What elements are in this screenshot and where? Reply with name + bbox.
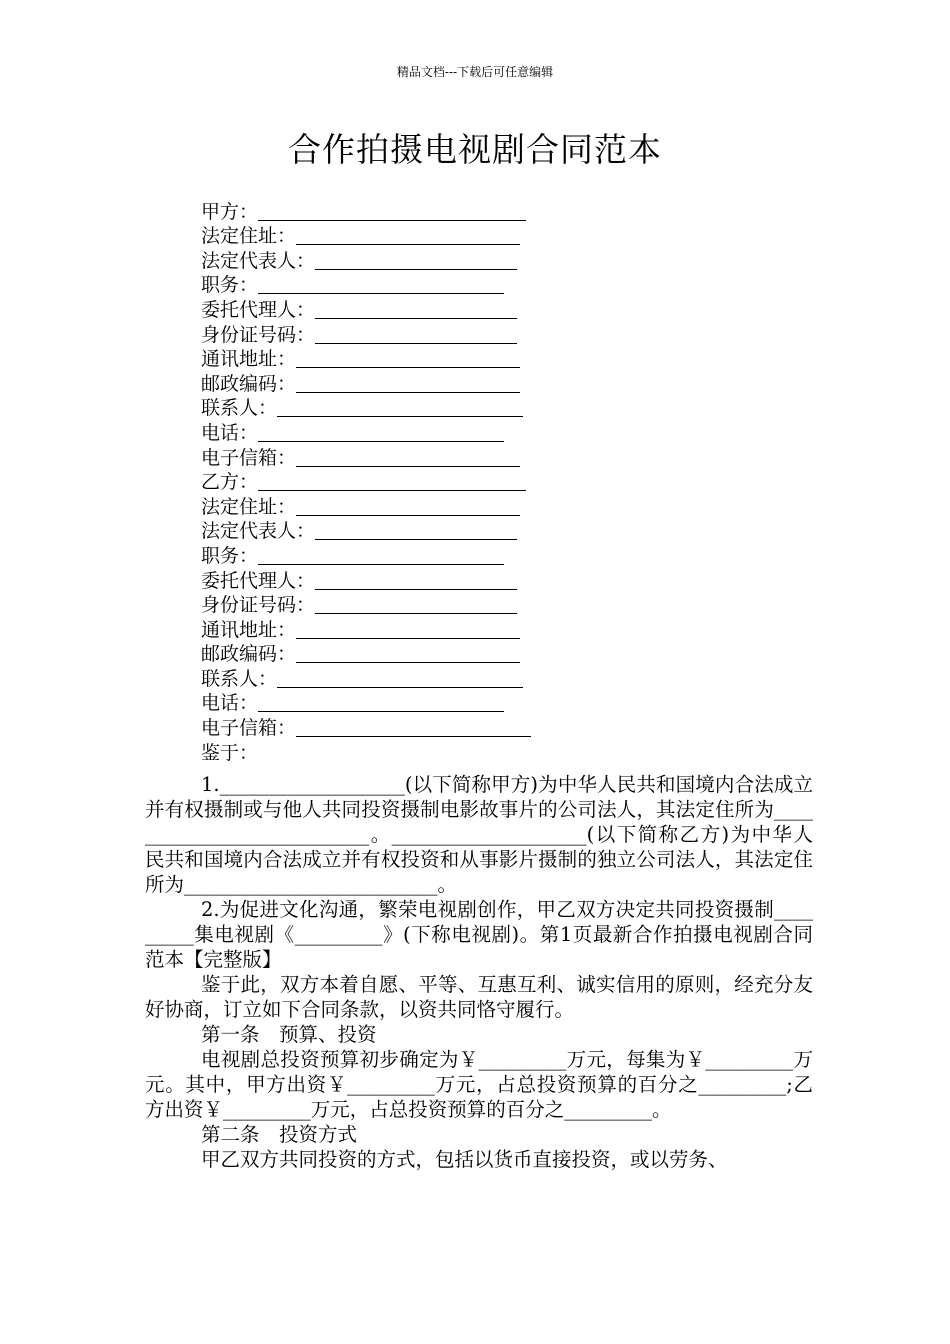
party-field-row [201,445,531,470]
agreement-intro-paragraph: 鉴于此，双方本着自愿、平等、互惠互利、诚实信用的原则，经充分友好协商，订立如下合同条款，以资共同恪守履行。 [145,973,813,1021]
party-field-blank-line[interactable] [315,326,517,344]
article-2-heading: 第二条 投资方式 [201,1123,358,1146]
party-field-label: 联系人： [201,667,278,690]
party-field-row [201,199,531,224]
party-field-row [201,396,531,421]
party-field-blank-line[interactable] [258,424,504,442]
party-field-row [201,322,531,347]
party-field-label: 邮政编码： [201,643,297,666]
party-field-blank-line[interactable] [315,522,517,540]
party-field-row [201,666,531,691]
article-1-paragraph: 电视剧总投资预算初步确定为￥_________万元，每集为￥_________万元。其中，甲方出资￥_________万元，占总投资预算的百分之_________;乙方出资￥_________万元，占总投资预算的百分之_________。 [145,1048,813,1121]
party-field-row [201,691,531,716]
party-field-blank-line[interactable] [296,227,520,245]
party-field-row [201,470,531,495]
party-field-label: 身份证号码： [201,323,316,346]
party-field-blank-line[interactable] [258,276,504,294]
party-field-label: 委托代理人： [201,298,316,321]
party-field-label: 鉴于： [201,741,259,764]
party-field-row [201,347,531,372]
party-field-label: 委托代理人： [201,569,316,592]
party-field-row [201,740,531,765]
party-field-label: 电话： [201,421,259,444]
party-field-blank-line[interactable] [296,645,520,663]
party-field-label: 电话： [201,692,259,715]
party-field-row [201,642,531,667]
party-field-blank-line[interactable] [296,621,520,639]
party-field-blank-line[interactable] [258,203,526,221]
party-field-row [201,617,531,642]
party-field-label: 身份证号码： [201,594,316,617]
party-field-row [201,297,531,322]
party-field-row [201,593,531,618]
party-field-blank-line[interactable] [296,498,520,516]
article-2-paragraph: 甲乙双方共同投资的方式，包括以货币直接投资，或以劳务、 [201,1148,728,1171]
party-field-label: 甲方： [201,200,259,223]
party-field-blank-line[interactable] [258,473,526,491]
party-field-row [201,420,531,445]
party-field-blank-line[interactable] [296,449,520,467]
party-field-blank-line[interactable] [258,547,504,565]
party-field-label: 职务： [201,274,259,297]
party-field-label: 法定代表人： [201,249,316,272]
party-info-fields [201,199,531,765]
contract-body [145,772,813,1172]
party-field-blank-line[interactable] [315,252,517,270]
party-field-row [201,371,531,396]
party-field-label: 乙方： [201,471,259,494]
party-field-label: 法定住址： [201,495,297,518]
party-field-row [201,715,531,740]
party-field-label: 法定住址： [201,225,297,248]
party-field-blank-line[interactable] [277,670,523,688]
article-1-heading: 第一条 预算、投资 [201,1023,377,1046]
party-field-label: 法定代表人： [201,520,316,543]
party-field-blank-line[interactable] [315,572,517,590]
party-field-row [201,568,531,593]
party-field-row [201,494,531,519]
page-header-watermark: 精品文档---下载后可任意编辑 [396,65,554,79]
recital-paragraph-2: 2.为促进文化沟通，繁荣电视剧创作，甲乙双方决定共同投资摄制_________集电视剧《_________》(下称电视剧)。第1页最新合作拍摄电视剧合同范本【完整版】 [145,898,813,971]
party-field-label: 电子信箱： [201,717,297,740]
party-field-label: 职务： [201,544,259,567]
party-field-blank-line[interactable] [277,399,523,417]
party-field-row [201,224,531,249]
party-field-blank-line[interactable] [296,719,531,737]
party-field-label: 通讯地址： [201,618,297,641]
party-field-blank-line[interactable] [315,301,517,319]
party-field-row [201,543,531,568]
party-field-label: 邮政编码： [201,372,297,395]
party-field-label: 联系人： [201,397,278,420]
recital-paragraph-1: 1.___________________(以下简称甲方)为中华人民共和国境内合法成立并有权摄制或与他人共同投资摄制电影故事片的公司法人，其法定住所为___________________________。____________________(以下简称乙方)为中华人民共和国境内合法成立并有权投资和从事影片摄制的独立公司法人，其法定住所为__________________________。 [145,773,813,896]
party-field-blank-line[interactable] [296,350,520,368]
party-field-row [201,248,531,273]
party-field-blank-line[interactable] [258,694,504,712]
party-field-row [201,519,531,544]
party-field-label: 通讯地址： [201,348,297,371]
party-field-label: 电子信箱： [201,446,297,469]
party-field-row [201,273,531,298]
document-title: 合作拍摄电视剧合同范本 [288,130,662,169]
party-field-blank-line[interactable] [315,596,517,614]
party-field-blank-line[interactable] [296,375,520,393]
